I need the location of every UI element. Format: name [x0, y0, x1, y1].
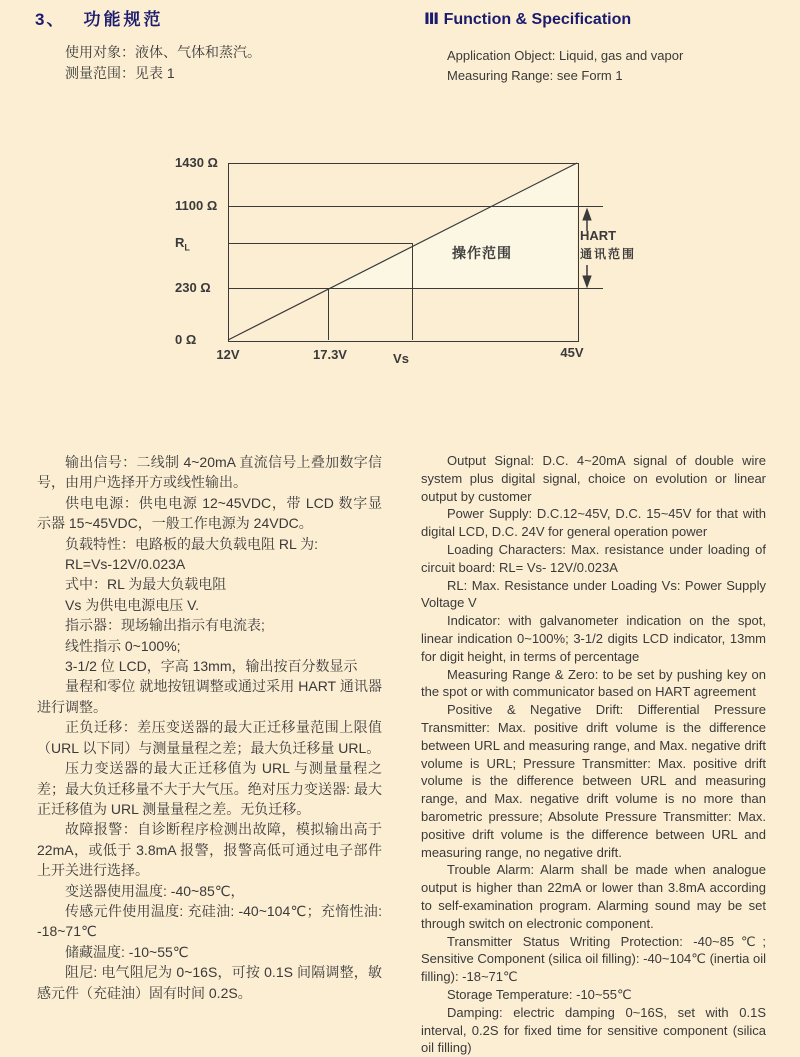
body-paragraph-en: Positive & Negative Drift: Differential Pressure Transmitter: Max. positive drift volume is the difference between URL and measuring range, and Max. negative drift volume is URL; Pressure Transmitter: Max. positive drift volume is the difference between URL and measuring range, and Max. negative drift volume is no more than barometric pressure; Absolute Pressure Transmitter: Max. positive drift volume is the difference between URL and measuring range, no negative drift. [421, 702, 766, 860]
body-paragraph-zh: 输出信号：二线制 4~20mA 直流信号上叠加数字信号，由用户选择开方或线性输出。 [37, 454, 382, 491]
x-tick-45v: 45V [560, 345, 584, 360]
body-paragraph-zh: 指示器：现场输出指示有电流表; [65, 617, 265, 634]
body-paragraph-en: RL: Max. Resistance under Loading Vs: Power Supply Voltage V [421, 577, 766, 611]
body-paragraph-zh: 故障报警：自诊断程序检测出故障，模拟输出高于 22mA，或低于 3.8mA 报警，报警高低可通过电子部件上开关进行选择。 [37, 821, 382, 879]
vline-17-3v [328, 288, 329, 340]
x-tick-17-3v: 17.3V [313, 347, 347, 362]
chart-frame [228, 163, 579, 342]
intro-zh [65, 42, 261, 84]
section-heading-zh [35, 5, 163, 30]
vline-vs [412, 243, 413, 340]
y-tick-1430-ohm: 1430 Ω [175, 155, 218, 170]
y-tick-230-ohm: 230 Ω [175, 280, 211, 295]
x-tick-12v: 12V [216, 347, 240, 362]
body-paragraph-zh: 传感元件使用温度: 充硅油: -40~104℃；充惰性油: -18~71℃ [37, 902, 382, 940]
hart-down-arrow-icon [583, 265, 591, 287]
body-paragraph-zh: 正负迁移：差压变送器的最大正迁移量范围上限值（URL 以下同）与测量量程之差；最大负迁移量 URL。 [37, 719, 382, 756]
body-paragraph-en: Transmitter Status Writing Protection: -40~85℃; Sensitive Component (silica oil filling): -40~104℃ (inertia oil filling): -18~71℃ [421, 933, 766, 985]
intro-en-line-1: Application Object: Liquid, gas and vapor [447, 48, 684, 63]
body-paragraph-en: Indicator: with galvanometer indication on the spot, linear indication 0~100%; 3-1/2 digits LCD indicator, 13mm for digit height, in terms of percentage [421, 613, 766, 664]
body-column-zh [37, 452, 382, 1003]
body-paragraph-zh: 储藏温度: -10~55℃ [65, 943, 189, 960]
body-paragraph-en: Measuring Range & Zero: to be set by pushing key on the spot or with communicator based on HART agreement [421, 666, 766, 700]
y-tick-1100-ohm: 1100 Ω [175, 198, 218, 213]
body-paragraph-zh: 阻尼: 电气阻尼为 0~16S，可按 0.1S 间隔调整，敏感元件（充硅油）固有时间 0.2S。 [37, 964, 382, 1001]
body-paragraph-en: Output Signal: D.C. 4~20mA signal of double wire system plus digital signal, choice on evolution or linear output by customer [421, 453, 766, 504]
body-paragraph-en: Storage Temperature: -10~55℃ [447, 986, 632, 1002]
body-paragraph-en: Power Supply: D.C.12~45V, D.C. 15~45V for that with digital LCD, D.C. 24V for general operation power [421, 506, 766, 540]
body-paragraph-en: Damping: electric damping 0~16S, set with 0.1S interval, 0.2S for fixed time for sensitive component (silica oil filling) [421, 1004, 766, 1056]
body-paragraph-zh: 负载特性：电路板的最大负载电阻 RL 为: [65, 535, 319, 552]
section-number: 3、 [35, 10, 66, 29]
body-paragraph-zh: Vs 为供电电源电压 V. [65, 596, 200, 613]
body-paragraph-zh: RL=Vs-12V/0.023A [65, 556, 186, 573]
section-heading-en: Ⅲ Function & Specification [424, 11, 632, 28]
hart-label: HART [580, 228, 617, 243]
body-paragraph-zh: 压力变送器的最大正迁移值为 URL 与测量量程之差；最大负迁移量不大于大气压。绝对压力变送器: 最大正迁移值为 URL 测量量程之差。无负迁移。 [37, 760, 382, 817]
body-paragraph-en: Trouble Alarm: Alarm shall be made when analogue output is higher than 22mA or lower than 3.8mA according to self-examination program. Alarming sound may be set through switch on electronic component. [421, 862, 766, 931]
gridline-rl [228, 243, 412, 244]
body-paragraph-en: Loading Characters: Max. resistance under loading of circuit board: RL= Vs- 12V/0.023A [421, 541, 766, 575]
load-chart-figure [0, 140, 800, 375]
hart-range-label: 通讯范围 [580, 247, 637, 261]
gridline-1100-ohm [228, 206, 603, 207]
intro-zh-line-2: 测量范围：见表 1 [65, 65, 175, 81]
body-paragraph-zh: 3-1/2 位 LCD，字高 13mm，输出按百分数显示 [65, 658, 358, 675]
operating-region-label: 操作范围 [452, 245, 512, 261]
body-column-en [421, 452, 766, 1057]
section-title-zh: 功能规范 [83, 10, 164, 29]
intro-zh-line-1: 使用对象：液体、气体和蒸汽。 [65, 44, 261, 60]
y-tick-rl: $R_L$ [175, 235, 190, 253]
gridline-230-ohm [228, 288, 603, 289]
intro-en-line-2: Measuring Range: see Form 1 [447, 68, 623, 83]
body-paragraph-zh: 式中：RL 为最大负载电阻 [65, 576, 227, 593]
body-paragraph-zh: 变送器使用温度: -40~85℃， [65, 882, 245, 899]
y-tick-0-ohm: 0 Ω [175, 332, 197, 347]
intro-en [447, 46, 683, 86]
body-paragraph-zh: 量程和零位 就地按钮调整或通过采用 HART 通讯器进行调整。 [37, 678, 382, 715]
body-paragraph-zh: 供电电源：供电电源 12~45VDC，带 LCD 数字显示器 15~45VDC，一般工作电源为 24VDC。 [37, 494, 382, 532]
x-tick-vs: Vs [393, 351, 409, 366]
body-paragraph-zh: 线性指示 0~100%; [65, 637, 181, 654]
